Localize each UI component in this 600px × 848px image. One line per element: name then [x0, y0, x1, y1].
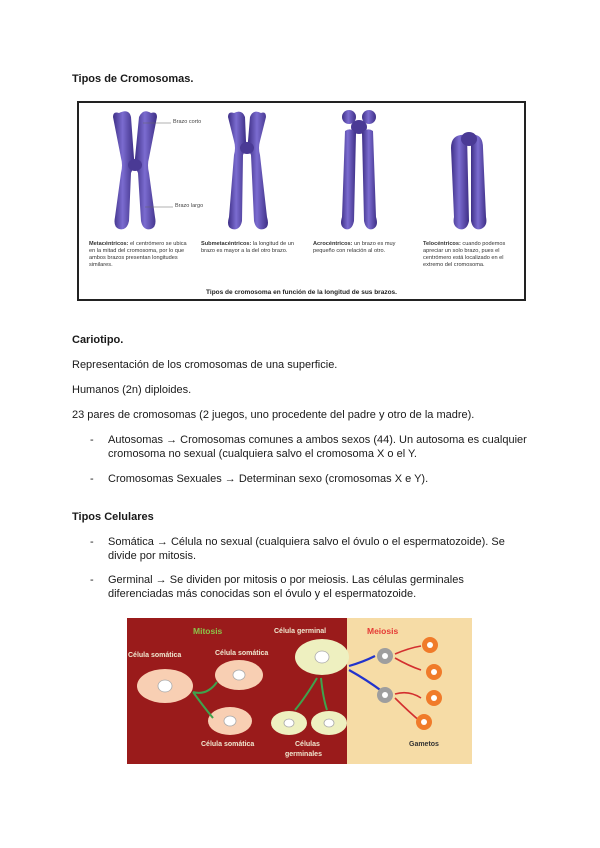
paragraph: Humanos (2n) diploides. — [72, 384, 192, 396]
metacentric-description: Metacéntricos: el centrómero se ubica en la mitad del cromosoma, por lo que ambos brazos presentan longitudes similares. — [89, 241, 187, 268]
figure-caption: Tipos de cromosoma en función de la longitud de sus brazos. — [206, 289, 397, 296]
acrocentric-chromosome — [341, 110, 377, 229]
mitosis-title: Mitosis — [193, 626, 223, 636]
telocentric-description: Telocéntricos: cuando podemos apreciar un solo brazo, pues el centrómero está localizado en el extremo del cromosoma. — [423, 241, 506, 268]
submetacentric-description: Submetacéntricos: la longitud de un brazo es mayor a la del otro brazo. — [201, 241, 294, 254]
long-arm-label: Brazo largo — [175, 203, 204, 209]
cell-division-figure — [127, 618, 472, 764]
section-heading-tipos-celulares: Tipos Celulares — [72, 511, 154, 523]
somatic-cell-label: Célula somática — [201, 741, 255, 748]
somatic-cell-label: Célula somática — [215, 650, 269, 657]
germinal-cells-label-2: germinales — [285, 751, 322, 758]
acrocentric-description: Acrocéntricos: un brazo es muy pequeño con relación al otro. — [313, 241, 396, 254]
somatic-cell-label: Célula somática — [128, 652, 182, 659]
germinal-cells-label-1: Células — [295, 741, 320, 748]
meiosis-title: Meiosis — [367, 626, 399, 636]
telocentric-chromosome — [451, 132, 486, 229]
short-arm-label: Brazo corto — [173, 119, 202, 125]
section-heading-cariotipo: Cariotipo. — [72, 334, 124, 346]
paragraph: Representación de los cromosomas de una superficie. — [72, 359, 338, 371]
metacentric-chromosome — [113, 111, 157, 229]
gametes-label: Gametos — [409, 741, 439, 748]
document-page: Tipos de Cromosomas. Brazo corto Brazo largo Metacéntricos: el centrómero se ubica en la mitad del cromosoma, por lo que ambos brazos presentan longitudes similares. Submetacéntricos: la longitud de un brazo es mayor a la del otro brazo. Acrocéntricos: un brazo es muy pequeño con relación al otro. Telocéntricos: cuando podemos apreciar un solo brazo, pues el centrómero está localizado en el extremo del cromosoma. Tipos de cromosoma en función de la longitud de sus brazos. Cariotipo. Representación de los cromosomas de una superficie. Humanos (2n) diploides. 23 pares de cromosomas (2 juegos, uno procedente del padre y otro de la madre). - Autosomas → Cromosomas comunes a ambos sexos (44). Un autosoma es cualquier cromosoma no sexual (cualquiera salvo el cromosoma X o el Y. - Cromosomas Sexuales → Determinan sexo (cromosomas X e Y). Tipos Celulares - Somática → Célula no sexual (cualquiera salvo el óvulo o el espermatozoide). Se divide por mitosis. - Germinal → Se dividen por mitosis o por meiosis. Las células germinales diferenciadas más conocidas son el óvulo y el espermatozoide. Mitosis Meiosis Célula germinal Célula somática Célula somática Célula somática Células germinales Gametos — [0, 0, 600, 848]
paragraph: 23 pares de cromosomas (2 juegos, uno procedente del padre y otro de la madre). — [72, 409, 475, 421]
germinal-cell-label: Célula germinal — [274, 628, 327, 635]
section-heading-tipos-cromosomas: Tipos de Cromosomas. — [72, 73, 194, 85]
submetacentric-chromosome — [228, 112, 268, 230]
chromosome-illustration — [79, 103, 524, 299]
chromosome-types-figure — [77, 101, 526, 301]
